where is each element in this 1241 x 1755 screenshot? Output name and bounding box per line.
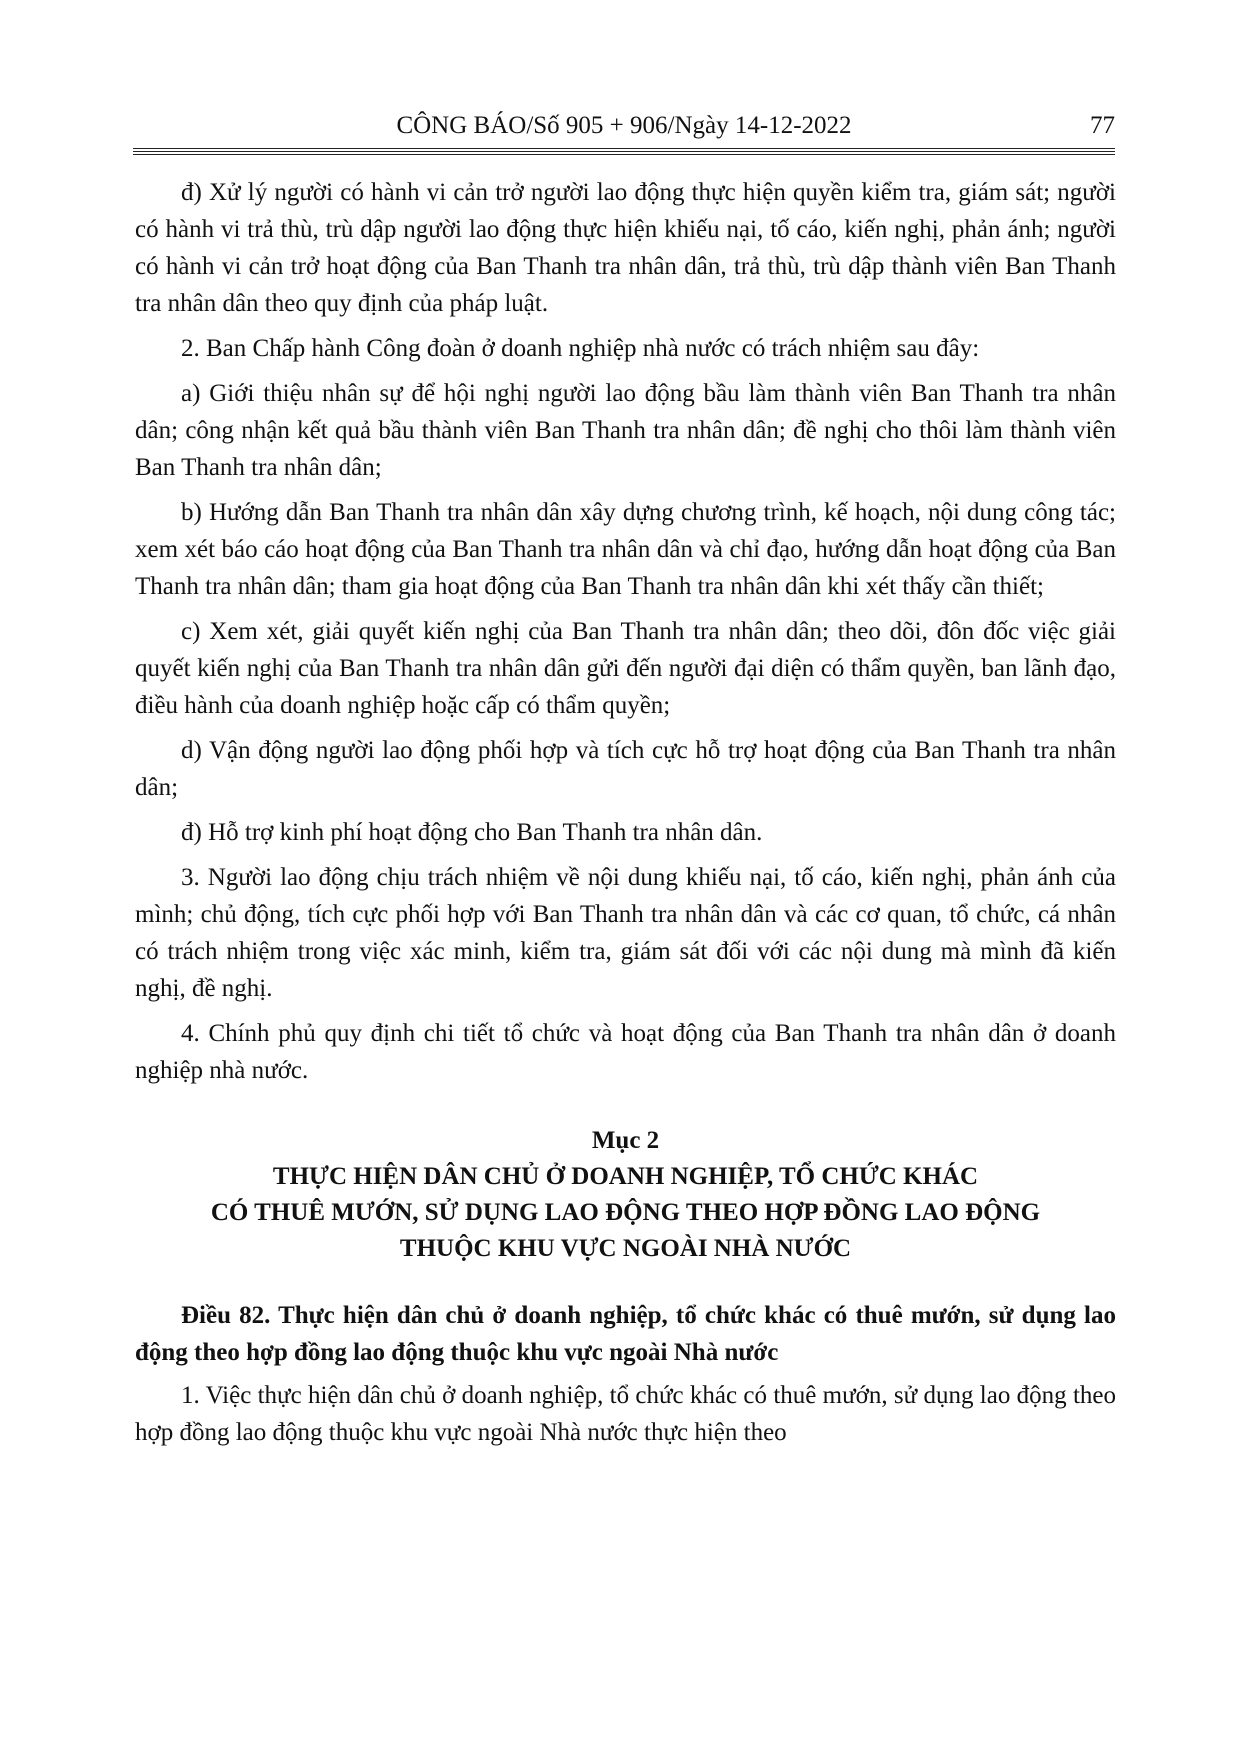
paragraph-clause-2b: b) Hướng dẫn Ban Thanh tra nhân dân xây dựng chương trình, kế hoạch, nội dung công tác; xem xét báo cáo hoạt động của Ban Thanh tra nhân dân và chỉ đạo, hướng dẫn hoạt động của Ban Thanh tra nhân dân; tham gia hoạt động của Ban Thanh tra nhân dân khi xét thấy cần thiết; bbox=[135, 499, 1116, 600]
paragraph-d-clause: đ) Xử lý người có hành vi cản trở người lao động thực hiện quyền kiểm tra, giám sát; người có hành vi trả thù, trù dập người lao động thực hiện khiếu nại, tố cáo, kiến nghị, phản ánh; người có hành vi cản trở hoạt động của Ban Thanh tra nhân dân, trả thù, trù dập thành viên Ban Thanh tra nhân dân theo quy định của pháp luật. bbox=[135, 179, 1116, 317]
paragraph-clause-3: 3. Người lao động chịu trách nhiệm về nội dung khiếu nại, tố cáo, kiến nghị, phản ánh của mình; chủ động, tích cực phối hợp với Ban Thanh tra nhân dân và các cơ quan, tổ chức, cá nhân có trách nhiệm trong việc xác minh, kiểm tra, giám sát đối với các nội dung mà mình đã kiến nghị, đề nghị. bbox=[135, 864, 1116, 1002]
article-paragraph: 1. Việc thực hiện dân chủ ở doanh nghiệp, tổ chức khác có thuê mướn, sử dụng lao động theo hợp đồng lao động thuộc khu vực ngoài Nhà nước thực hiện theo bbox=[135, 1382, 1116, 1446]
gazette-header-title: CÔNG BÁO/Số 905 + 906/Ngày 14-12-2022 bbox=[396, 112, 852, 139]
header-rule-line bbox=[133, 151, 1115, 152]
header-rule-line bbox=[133, 148, 1115, 149]
page-header bbox=[133, 108, 1115, 148]
section-title-line: CÓ THUÊ MƯỚN, SỬ DỤNG LAO ĐỘNG THEO HỢP ĐỒNG LAO ĐỘNG bbox=[210, 1199, 1041, 1226]
document-body bbox=[135, 174, 1116, 1459]
paragraph-clause-2: 2. Ban Chấp hành Công đoàn ở doanh nghiệp nhà nước có trách nhiệm sau đây: bbox=[181, 335, 980, 362]
paragraph-clause-2d: d) Vận động người lao động phối hợp và tích cực hỗ trợ hoạt động của Ban Thanh tra nhân dân; bbox=[135, 737, 1116, 801]
section-title-line: THUỘC KHU VỰC NGOÀI NHÀ NƯỚC bbox=[399, 1235, 852, 1262]
section-title-line: THỰC HIỆN DÂN CHỦ Ở DOANH NGHIỆP, TỔ CHỨC KHÁC bbox=[272, 1163, 979, 1190]
header-rule-line bbox=[133, 154, 1115, 155]
paragraph-clause-2dd: đ) Hỗ trợ kinh phí hoạt động cho Ban Thanh tra nhân dân. bbox=[181, 819, 763, 846]
paragraph-clause-2a: a) Giới thiệu nhân sự để hội nghị người lao động bầu làm thành viên Ban Thanh tra nhân dân; công nhận kết quả bầu thành viên Ban Thanh tra nhân dân; đề nghị cho thôi làm thành viên Ban Thanh tra nhân dân; bbox=[135, 380, 1116, 481]
article-title: Điều 82. Thực hiện dân chủ ở doanh nghiệp, tổ chức khác có thuê mướn, sử dụng lao động theo hợp đồng lao động thuộc khu vực ngoài Nhà nước bbox=[135, 1302, 1116, 1366]
paragraph-clause-2c: c) Xem xét, giải quyết kiến nghị của Ban Thanh tra nhân dân; theo dõi, đôn đốc việc giải quyết kiến nghị của Ban Thanh tra nhân dân gửi đến người đại diện có thẩm quyền, ban lãnh đạo, điều hành của doanh nghiệp hoặc cấp có thẩm quyền; bbox=[135, 618, 1116, 719]
page-number: 77 bbox=[1090, 112, 1115, 139]
section-label: Mục 2 bbox=[591, 1127, 660, 1154]
section-heading bbox=[135, 1123, 1116, 1267]
paragraph-clause-4: 4. Chính phủ quy định chi tiết tổ chức và hoạt động của Ban Thanh tra nhân dân ở doanh nghiệp nhà nước. bbox=[135, 1020, 1116, 1084]
